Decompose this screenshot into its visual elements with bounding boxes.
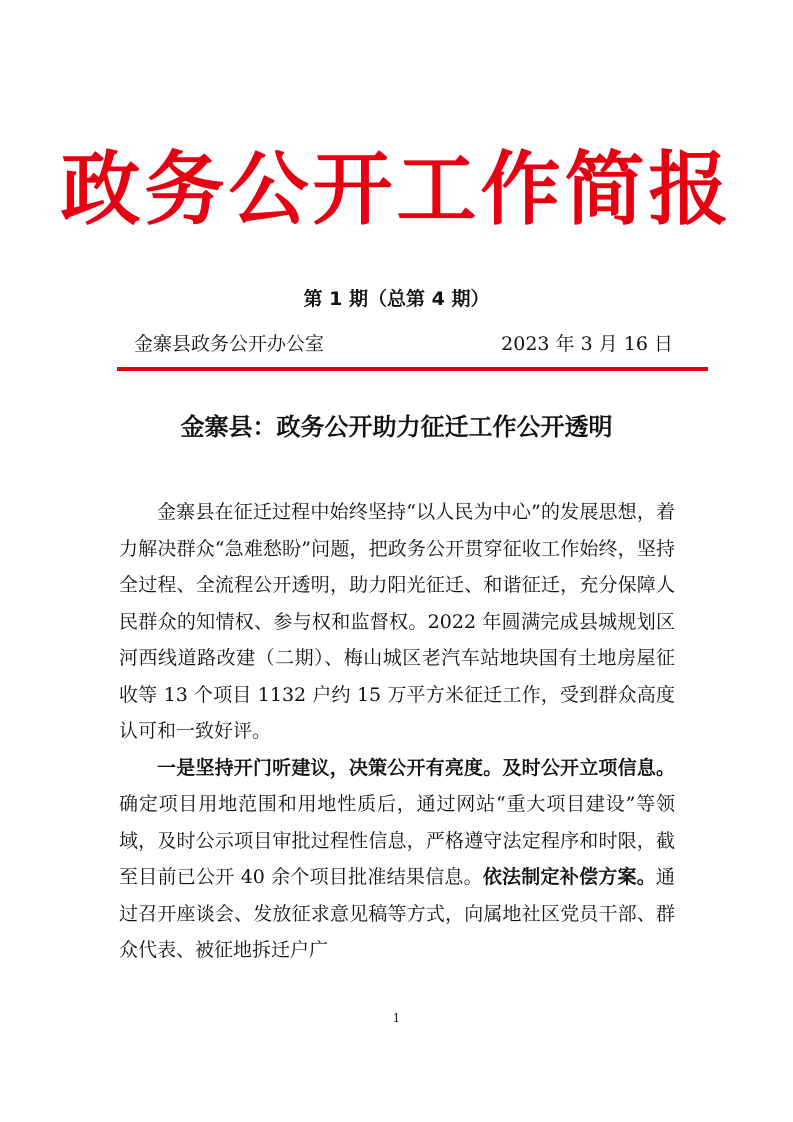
paragraph-measure-one [119,750,675,969]
paragraph-intro: 金寨县在征迁过程中始终坚持“以人民为中心”的发展思想，着力解决群众“急难愁盼”问题，把政务公开贯穿征收工作始终，坚持全过程、全流程公开透明，助力阳光征迁、和谐征迁，充分保障人民群众的知情权、参与权和监督权。2022 年圆满完成县城规划区河西线道路改建（二期）、梅山城区老汽车站地块国有土地房屋征收等 13 个项目 1132 户约 15 万平方米征迁工作，受到群众高度认可和一致好评。 [119,501,675,742]
page-number: 1 [392,1011,401,1025]
article-title: 金寨县：政务公开助力征迁工作公开透明 [180,413,613,441]
red-divider-line [117,367,708,371]
article-body [119,494,675,969]
issuing-office: 金寨县政务公开办公室 [134,333,325,355]
issue-date: 2023 年 3 月 16 日 [501,333,673,355]
issue-number: 第 1 期（总第 4 期） [303,288,490,310]
text-project-info: 确定项目用地范围和用地性质后，通过网站“重大项目建设”等领域，及时公示项目审批过程性信息，严格遵守法定程序和时限，截至目前已公开 40 余个项目批准结果信息。 [119,793,675,888]
masthead-title: 政务公开工作简报 [60,143,733,236]
subheading-compensation: 依法制定补偿方案。 [482,866,656,888]
measure-heading: 一是坚持开门听建议，决策公开有亮度。 [157,756,503,779]
text-compensation: 通过召开座谈会、发放征求意见稿等方式，向属地社区党员干部、群众代表、被征地拆迁户广 [119,866,675,961]
subheading-project-info: 及时公开立项信息。 [502,756,675,779]
